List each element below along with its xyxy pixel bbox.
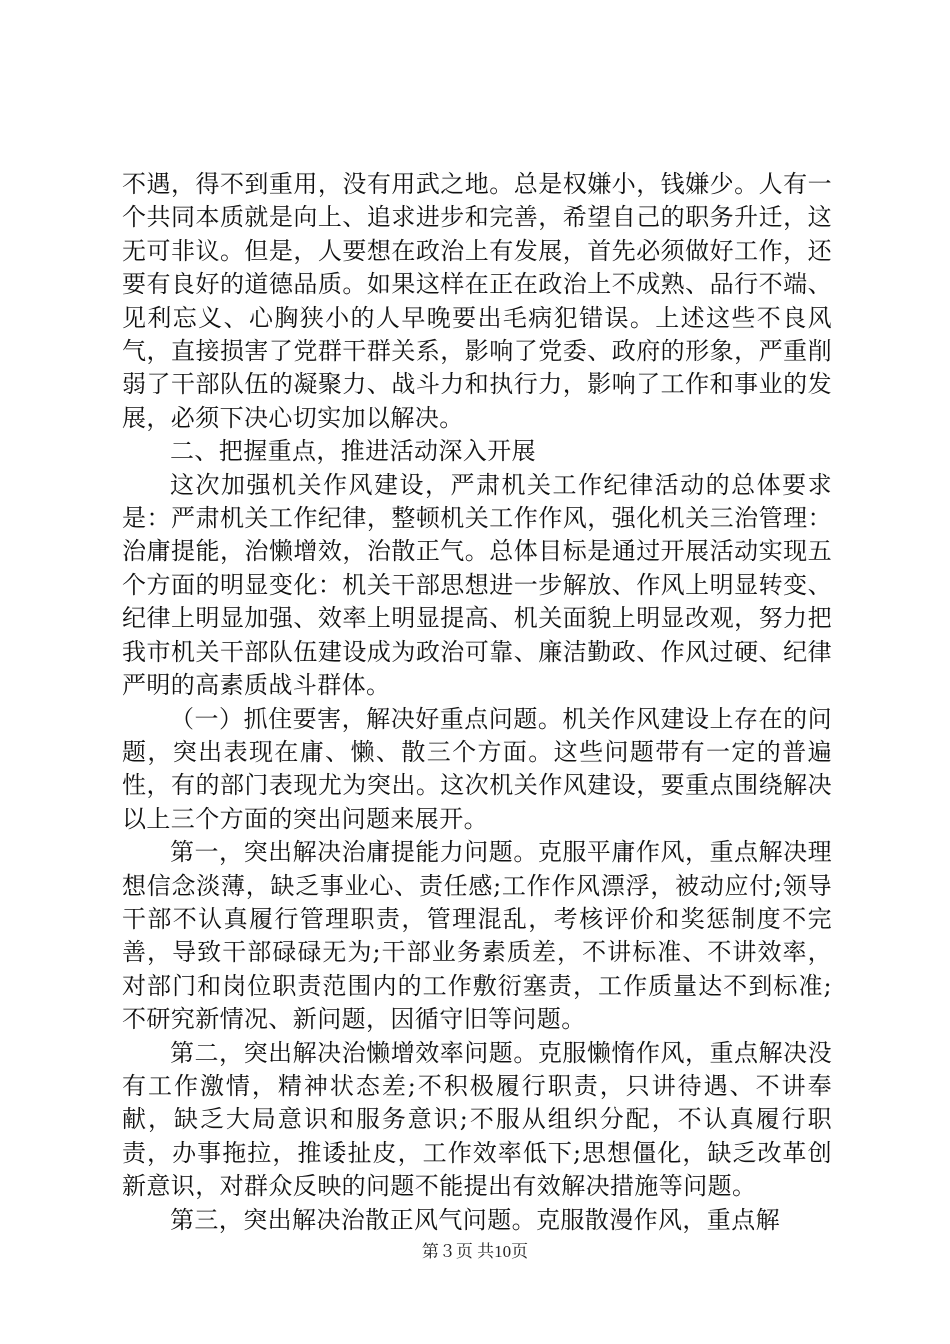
- page-footer: [0, 1240, 950, 1264]
- section-heading: 二、把握重点，推进活动深入开展: [170, 437, 536, 466]
- document-body: [122, 168, 832, 1237]
- paragraph-third-point: 第三，突出解决治散正风气问题。克服散漫作风，重点解: [170, 1205, 780, 1234]
- paragraph-overall-requirements: 这次加强机关作风建设，严肃机关工作纪律活动的总体要求是：严肃机关工作纪律，整顿机关工作作风，强化机关三治管理：治庸提能，治懒增效，治散正气。总体目标是通过开展活动实现五个方面的明显变化：机关干部思想进一步解放、作风上明显转变、纪律上明显加强、效率上明显提高、机关面貌上明显改观，努力把我市机关干部队伍建设成为政治可靠、廉洁勤政、作风过硬、纪律严明的高素质战斗群体。: [122, 470, 832, 700]
- page-number-label: 第３页 共10页: [421, 1242, 529, 1261]
- paragraph-first-point: 第一，突出解决治庸提能力问题。克服平庸作风，重点解决理想信念淡薄，缺乏事业心、责任感;工作作风漂浮，被动应付;领导干部不认真履行管理职责，管理混乱，考核评价和奖惩制度不完善，导致干部碌碌无为;干部业务素质差，不讲标准、不讲效率，对部门和岗位职责范围内的工作敷衍塞责，工作质量达不到标准;不研究新情况、新问题，因循守旧等问题。: [122, 838, 832, 1034]
- paragraph-continuation: 不遇，得不到重用，没有用武之地。总是权嫌小，钱嫌少。人有一个共同本质就是向上、追求进步和完善，希望自己的职务升迁，这无可非议。但是，人要想在政治上有发展，首先必须做好工作，还要有良好的道德品质。如果这样在正在政治上不成熟、品行不端、见利忘义、心胸狭小的人早晚要出毛病犯错误。上述这些不良风气，直接损害了党群干群关系，影响了党委、政府的形象，严重削弱了干部队伍的凝聚力、战斗力和执行力，影响了工作和事业的发展，必须下决心切实加以解决。: [122, 170, 832, 432]
- paragraph-key-issues: （一）抓住要害，解决好重点问题。机关作风建设上存在的问题，突出表现在庸、懒、散三个方面。这些问题带有一定的普遍性，有的部门表现尤为突出。这次机关作风建设，要重点围绕解决以上三个方面的突出问题来展开。: [122, 704, 832, 833]
- paragraph-second-point: 第二，突出解决治懒增效率问题。克服懒惰作风，重点解决没有工作激情，精神状态差;不积极履行职责，只讲待遇、不讲奉献，缺乏大局意识和服务意识;不服从组织分配，不认真履行职责，办事拖拉，推诿扯皮，工作效率低下;思想僵化，缺乏改革创新意识，对群众反映的问题不能提出有效解决措施等问题。: [122, 1038, 832, 1201]
